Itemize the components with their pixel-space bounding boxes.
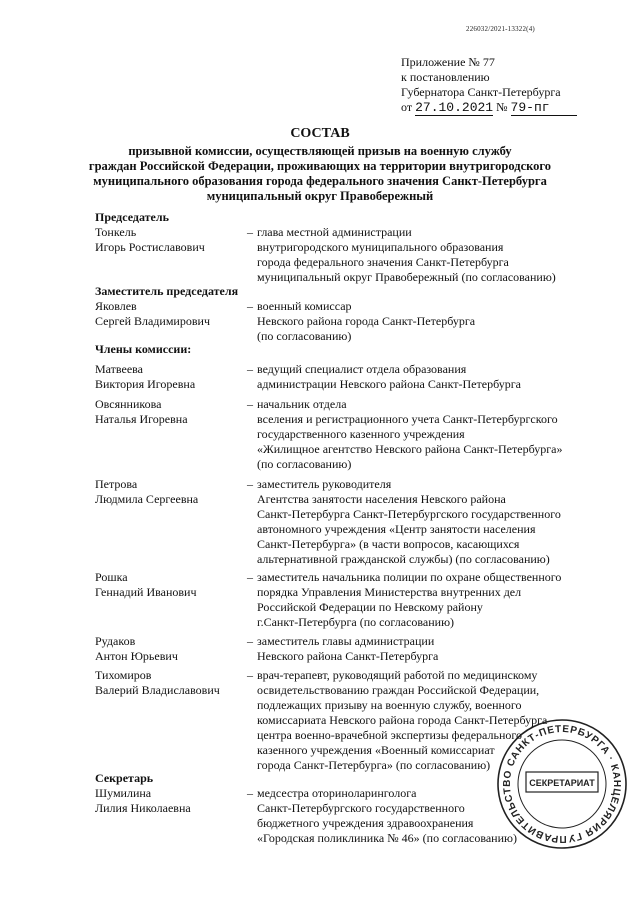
position-line: автономного учреждения «Центр занятости населения [257,522,536,536]
member-name [95,477,255,507]
member-name [95,668,255,698]
surname: Тихомиров [95,668,152,682]
appendix-line-1: Приложение № 77 [401,55,495,69]
surname: Матвеева [95,362,144,376]
from-prefix: от [401,100,413,114]
appendix-date-line [401,100,601,116]
decree-date: 27.10.2021 [415,100,494,115]
appendix-block [401,55,601,116]
member-position [257,570,607,630]
member-name [95,570,255,600]
position-line: медсестра оториноларинголога [257,786,417,800]
position-line: альтернативной гражданской службы) (по согласованию) [257,552,550,566]
given-names: Людмила Сергеевна [95,492,199,506]
member-position [257,477,607,567]
position-line: «Городская поликлиника № 46» (по согласованию) [257,831,517,845]
surname: Петрова [95,477,138,491]
position-line: Невского района города Санкт-Петербурга [257,314,476,328]
member-name [95,225,255,255]
title-line: призывной комиссии, осуществляющей призыв на военную службу [128,144,512,158]
document-number: 226032/2021-13322(4) [466,25,535,33]
position-line: порядка Управления Министерства внутренних дел [257,585,522,599]
dash: – [247,477,253,491]
given-names: Наталья Игоревна [95,412,188,426]
member-name [95,786,255,816]
surname: Рошка [95,570,128,584]
position-line: врач-терапевт, руководящий работой по медицинскому [257,668,538,682]
given-names: Сергей Владимирович [95,314,210,328]
given-names: Валерий Владиславович [95,683,220,697]
position-line: Санкт-Петербургского государственного [257,801,465,815]
given-names: Лилия Николаевна [95,801,191,815]
position-line: подлежащих призыву на военную службу, военного [257,698,522,712]
surname: Рудаков [95,634,136,648]
member-name [95,397,255,427]
member-position [257,634,607,664]
given-names: Виктория Игоревна [95,377,196,391]
stamp-center-text: СЕКРЕТАРИАТ [529,778,595,788]
dash: – [247,668,253,682]
position-line: бюджетного учреждения здравоохранения [257,816,474,830]
dash: – [247,362,253,376]
position-line: администрации Невского района Санкт-Петербурга [257,377,521,391]
title-line: граждан Российской Федерации, проживающих на территории внутригородского [88,159,552,173]
dash: – [247,786,253,800]
surname: Яковлев [95,299,137,313]
member-name [95,362,255,392]
position-line: внутригородского муниципального образования [257,240,504,254]
given-names: Геннадий Иванович [95,585,197,599]
position-line: Агентства занятости населения Невского района [257,492,506,506]
position-line: государственного казенного учреждения [257,427,465,441]
position-line: города федерального значения Санкт-Петербурга [257,255,509,269]
position-line: Санкт-Петербурга» (в части вопросов, касающихся [257,537,520,551]
given-names: Игорь Ростиславович [95,240,205,254]
position-line: Невского района Санкт-Петербурга [257,649,439,663]
position-line: заместитель главы администрации [257,634,435,648]
position-line: заместитель начальника полиции по охране общественного [257,570,562,584]
position-line: комиссариата Невского района города Санкт-Петербурга [257,713,548,727]
member-position [257,225,607,285]
position-line: Российской Федерации по Невскому району [257,600,483,614]
surname: Шумилина [95,786,152,800]
section-members: Члены комиссии: [95,342,192,356]
dash: – [247,225,253,239]
stamp-ring-text: ПРАВИТЕЛЬСТВО САНКТ-ПЕТЕРБУРГА · КАНЦЕЛЯРИЯ ГУБЕРНАТОРА [501,723,623,845]
section-chair: Председатель [95,210,169,224]
position-line: казенного учреждения «Военный комиссариат [257,743,495,757]
appendix-line-2: к постановлению [401,70,490,84]
position-line: г.Санкт-Петербурга (по согласованию) [257,615,455,629]
position-line: вселения и регистрационного учета Санкт-Петербургского [257,412,558,426]
appendix-line-3: Губернатора Санкт-Петербурга [401,85,561,99]
position-line: муниципальный округ Правобережный (по согласованию) [257,270,556,284]
position-line: центра военно-врачебной экспертизы федерального [257,728,522,742]
title-line: муниципального образования города федерального значения Санкт-Петербурга [93,174,547,188]
given-names: Антон Юрьевич [95,649,178,663]
title-line: муниципальный округ Правобережный [206,189,434,203]
member-name [95,634,255,664]
surname: Тонкель [95,225,137,239]
number-prefix: № [496,100,508,114]
decree-number: 79-пг [511,100,577,116]
position-line: заместитель руководителя [257,477,392,491]
dash: – [247,570,253,584]
member-position [257,299,607,344]
position-line: глава местной администрации [257,225,412,239]
position-line: начальник отдела [257,397,347,411]
member-position [257,397,607,472]
position-line: освидетельствованию граждан Российской Федерации, [257,683,540,697]
section-deputy: Заместитель председателя [95,284,239,298]
dash: – [247,299,253,313]
dash: – [247,397,253,411]
position-line: военный комиссар [257,299,352,313]
position-line: (по согласованию) [257,457,352,471]
surname: Овсянникова [95,397,162,411]
title-heading: СОСТАВ [290,126,350,141]
section-secretary: Секретарь [95,771,154,785]
position-line: ведущий специалист отдела образования [257,362,467,376]
position-line: города Санкт-Петербурга» (по согласованию) [257,758,491,772]
dash: – [247,634,253,648]
position-line: Санкт-Петербурга Санкт-Петербургского государственного [257,507,561,521]
member-name [95,299,255,329]
member-position [257,362,607,392]
official-stamp [494,716,630,852]
position-line: (по согласованию) [257,329,352,343]
position-line: «Жилищное агентство Невского района Санкт-Петербурга» [257,442,563,456]
document-title [0,126,640,204]
